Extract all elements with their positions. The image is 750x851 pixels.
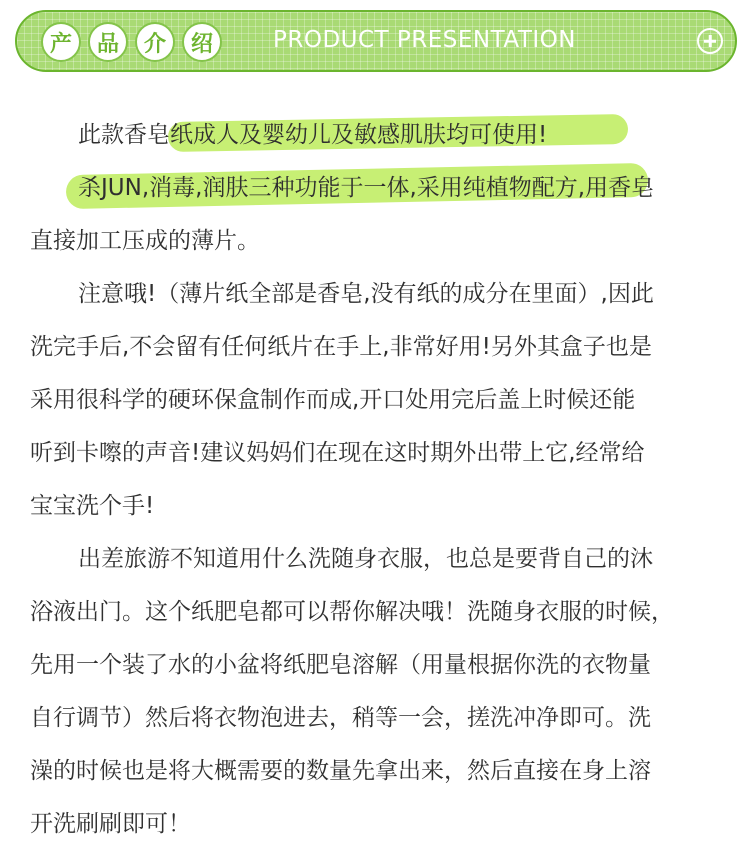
- text-line: 杀JUN,消毒,润肤三种功能于一体,采用纯植物配方,用香皂: [30, 162, 720, 215]
- text-line: 直接加工压成的薄片。: [30, 228, 260, 254]
- text-line: 浴液出门。这个纸肥皂都可以帮你解决哦！洗随身衣服的时候，: [30, 599, 674, 625]
- product-description: [30, 109, 720, 851]
- text-line: 采用很科学的硬环保盒制作而成,开口处用完后盖上时候还能: [30, 387, 636, 413]
- header-pill: 介: [135, 22, 175, 62]
- text-line: 先用一个装了水的小盆将纸肥皂溶解（用量根据你洗的衣物量: [30, 652, 651, 678]
- header-pills: [41, 22, 229, 62]
- header-pill: 绍: [182, 22, 222, 62]
- text-line: 注意哦!（薄片纸全部是香皂,没有纸的成分在里面）,因此: [78, 281, 654, 307]
- text-line: 宝宝洗个手!: [30, 493, 155, 519]
- text-line: 澡的时候也是将大概需要的数量先拿出来，然后直接在身上溶: [30, 758, 651, 784]
- header-pill: 产: [41, 22, 81, 62]
- text-line: 洗完手后,不会留有任何纸片在手上,非常好用!另外其盒子也是: [30, 334, 652, 360]
- text-line: 开洗刷刷即可！: [30, 811, 191, 837]
- header-pill: 品: [88, 22, 128, 62]
- text-line: 此款香皂纸成人及婴幼儿及敏感肌肤均可使用!: [30, 109, 720, 162]
- text-line: 出差旅游不知道用什么洗随身衣服，也总是要背自己的沐: [78, 546, 653, 572]
- banner-title: PRODUCT PRESENTATION: [273, 27, 576, 53]
- section-header-banner: [15, 10, 737, 72]
- text-line: 听到卡嚓的声音!建议妈妈们在现在这时期外出带上它,经常给: [30, 440, 645, 466]
- text-line: 自行调节）然后将衣物泡进去，稍等一会，搓洗冲净即可。洗: [30, 705, 651, 731]
- plus-circle-icon: [697, 28, 723, 54]
